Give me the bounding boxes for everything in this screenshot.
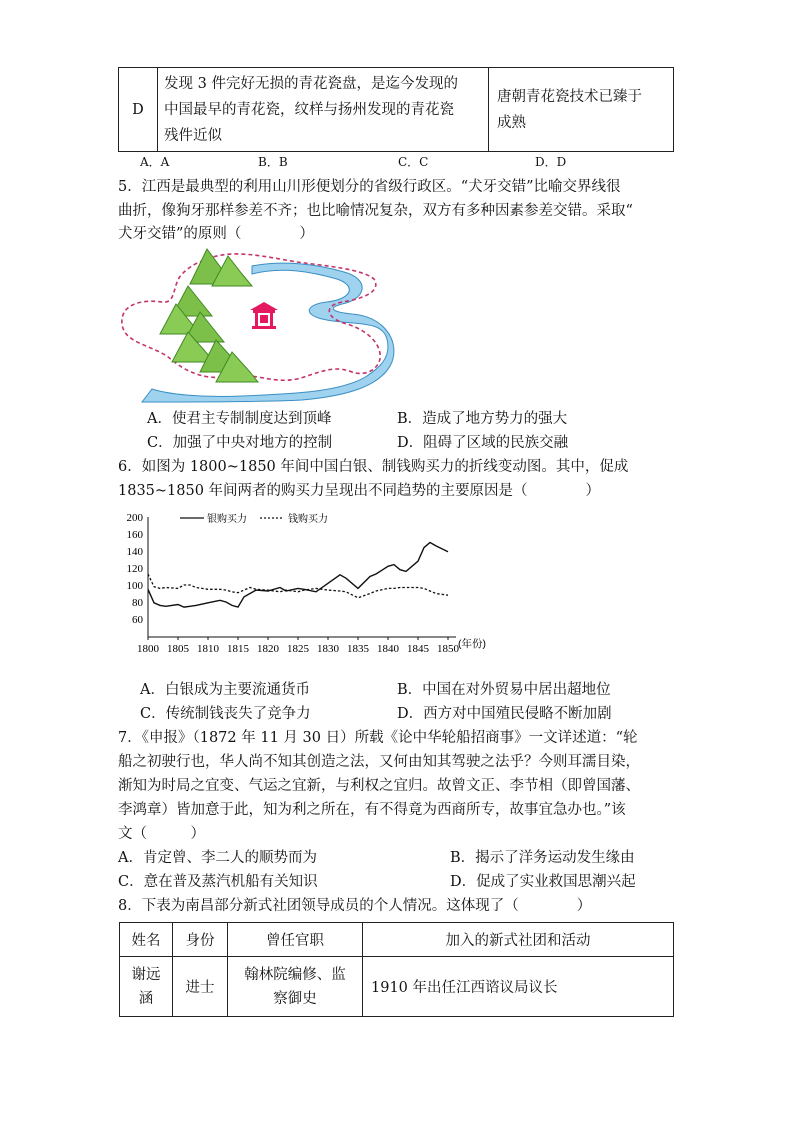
y-tick-label: 160 [126,529,143,541]
q5-option-c[interactable]: C．加强了中央对地方的控制 [147,435,333,451]
q4-option-c[interactable]: C．C [398,155,429,169]
table-cell-description: 发现 3 件完好无损的青花瓷盘，是迄今发现的 中国最早的青花瓷，纹样与扬州发现的青花瓷 残件近似 [158,68,489,152]
x-tick-label: 1850 [437,643,459,655]
q7-stem-line3: 渐知为时局之宜变、气运之宜新，与利权之宜归。故曾文正、李节相（即曾国藩、 [118,778,640,794]
q4-option-b[interactable]: B．B [258,155,288,169]
y-tick-label: 60 [132,614,143,626]
q7-option-b[interactable]: B．揭示了洋务运动发生缘由 [450,850,635,866]
series-line-silver [148,543,448,608]
q6-stem-line1: 6．如图为 1800~1850 年间中国白银、制钱购买力的折线变动图。其中，促成 [118,459,629,475]
table-header: 姓名 [120,923,173,957]
temple-icon [250,302,278,329]
legend-label-silver: 银购买力 [207,514,247,525]
y-tick-label: 100 [126,580,143,592]
q7-stem-line2: 船之初驶行也，华人尚不知其创造之法，又何由知其驾驶之法乎？今则耳濡目染， [118,754,640,770]
q6-option-b[interactable]: B．中国在对外贸易中居出超地位 [397,682,611,698]
q7-option-d[interactable]: D．促成了实业救国思潮兴起 [450,874,636,890]
x-tick-label: 1820 [257,643,279,655]
q6-option-d[interactable]: D．西方对中国殖民侵略不断加剧 [397,706,612,722]
mountains [160,249,258,382]
q7-stem-line5: 文（ ） [118,826,205,842]
x-tick-label: 1830 [317,643,339,655]
q8-table [119,922,674,1017]
y-tick-label: 120 [126,563,143,575]
x-tick-label: 1805 [167,643,189,655]
x-tick-label: 1845 [407,643,429,655]
table-cell-letter: D [119,68,158,152]
q7-option-c[interactable]: C．意在普及蒸汽机船有关知识 [118,874,318,890]
table-header: 身份 [173,923,228,957]
answer-table-q4 [118,67,674,152]
q7-stem-line4: 李鸿章）皆加意于此，知为利之所在，有不得竟为西商所专，故事宜急办也。”该 [118,802,626,818]
y-tick-label: 200 [126,512,143,524]
q8-stem: 8．下表为南昌部分新式社团领导成员的个人情况。这体现了（ ） [118,898,592,914]
table-row [120,957,674,1017]
table-header: 加入的新式社团和活动 [363,923,674,957]
q6-option-c[interactable]: C．传统制钱丧失了竞争力 [140,706,311,722]
q6-stem-line2: 1835~1850 年间两者的购买力呈现出不同趋势的主要原因是（ ） [118,483,601,499]
q5-option-a[interactable]: A．使君主专制制度达到顶峰 [147,411,332,427]
x-tick-label: 1810 [197,643,219,655]
table-cell-name: 谢远 涵 [120,957,173,1017]
q5-option-d[interactable]: D．阻碍了区域的民族交融 [397,435,569,451]
q7-stem-line1: 7．《申报》（1872 年 11 月 30 日）所载《论中华轮船招商事》一文详述道：“轮 [118,730,638,746]
q5-option-b[interactable]: B．造成了地方势力的强大 [397,411,568,427]
table-header: 曾任官职 [228,923,363,957]
q6-option-a[interactable]: A．白银成为主要流通货币 [140,682,310,698]
q4-option-a[interactable]: A．A [140,155,170,169]
legend-label-copper: 钱购买力 [288,514,328,525]
purchasing-power-chart [112,505,512,657]
y-tick-label: 80 [132,597,143,609]
x-tick-label: 1825 [287,643,309,655]
table-cell-identity: 进士 [173,957,228,1017]
q5-stem-line2: 曲折，像狗牙那样参差不齐；也比喻情况复杂，双方有多种因素参差交错。采取“ [118,203,633,219]
q7-option-a[interactable]: A．肯定曾、李二人的顺势而为 [118,850,317,866]
x-axis-label: (年份) [458,638,486,650]
table-cell-conclusion: 唐朝青花瓷技术已臻于 成熟 [489,68,674,152]
series-line-copper [148,574,448,598]
table-cell-activity: 1910 年出任江西谘议局议长 [363,957,674,1017]
table-cell-official: 翰林院编修、监 察御史 [228,957,363,1017]
jiangxi-map-illustration [112,244,402,404]
x-tick-label: 1800 [137,643,159,655]
q4-option-d[interactable]: D．D [535,155,567,169]
x-tick-label: 1840 [377,643,399,655]
x-tick-label: 1835 [347,643,369,655]
q5-stem-line3: 犬牙交错”的原则（ ） [118,226,314,242]
y-tick-label: 140 [126,546,143,558]
chart-legend [180,512,328,525]
x-tick-label: 1815 [227,643,249,655]
q5-stem-line1: 5．江西是最典型的利用山川形便划分的省级行政区。“犬牙交错”比喻交界线很 [118,179,621,195]
